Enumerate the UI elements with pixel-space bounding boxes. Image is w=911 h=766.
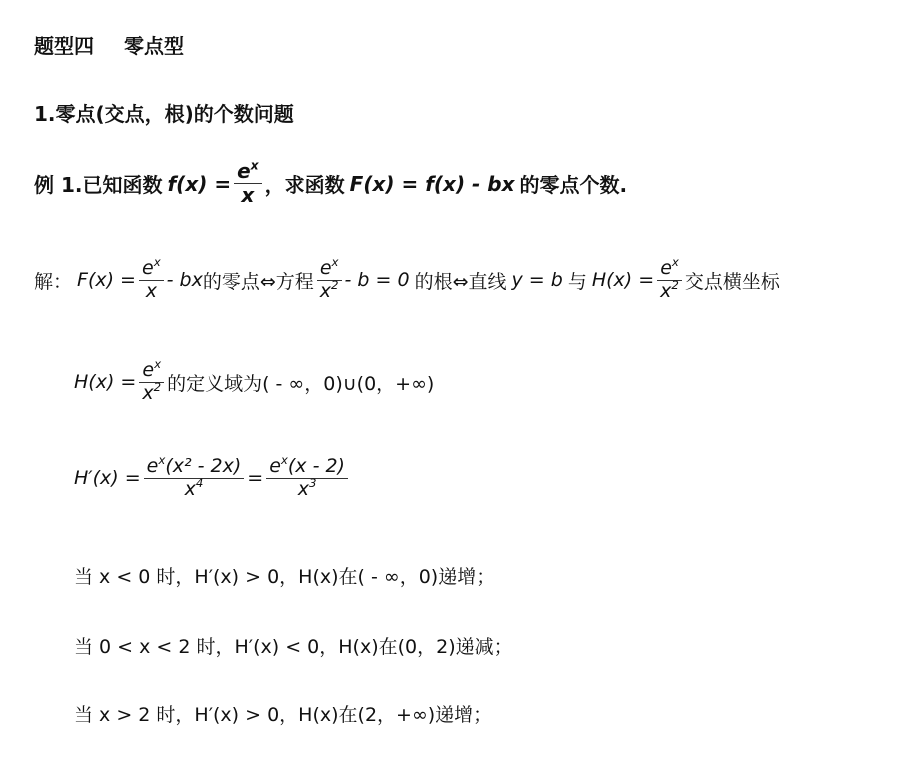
solution-after2: - b = 0	[344, 269, 410, 292]
example-lead: 例 1.已知函数	[34, 173, 163, 197]
solution-label: 解：	[34, 270, 73, 293]
f-fraction	[234, 157, 262, 207]
case-zero-to-two: 当 0 < x < 2 时，H′(x) < 0，H(x)在(0，2)递减；	[74, 636, 513, 658]
derivative-frac1: $\frac{e^x(x^2 - 2x)}{x^4}$	[144, 456, 245, 501]
solution-F-lhs: F(x) =	[77, 269, 136, 292]
solution-H-lhs: H(x) =	[591, 269, 655, 292]
derivative-frac2: $\frac{e^x(x - 2)}{x^3}$	[266, 456, 348, 501]
example-tail: 的零点个数.	[519, 173, 628, 197]
domain-H-lhs: H(x) =	[74, 371, 137, 394]
f-num-base: e	[237, 159, 251, 183]
case-negative: 当 x < 0 时，H′(x) > 0，H(x)在( - ∞，0)递增；	[74, 566, 496, 588]
solution-text2: 的根⇔直线	[414, 270, 507, 293]
domain-text: 的定义域为( - ∞，0)∪(0，+∞)	[167, 372, 435, 395]
solution-frac2: $\frac{e^x}{x^2}$	[317, 258, 342, 303]
solution-text3: 与	[567, 270, 587, 293]
topic-label: 题型四	[34, 34, 94, 58]
derivative-line	[74, 452, 351, 501]
topic-name: 零点型	[124, 34, 184, 58]
domain-line	[74, 356, 435, 405]
solution-text4: 交点横坐标	[684, 270, 780, 293]
topic-heading	[34, 30, 184, 59]
derivative-lhs: H′(x) =	[74, 467, 141, 490]
solution-text1: 的零点⇔方程	[202, 270, 314, 293]
derivative-eq: =	[247, 467, 264, 490]
solution-after1: - bx	[166, 269, 203, 292]
domain-frac: $\frac{e^x}{x^2}$	[139, 360, 164, 405]
section-title: 1.零点(交点，根)的个数问题	[34, 102, 294, 126]
f-lhs: f(x) =	[167, 171, 232, 196]
solution-frac3: $\frac{e^x}{x^2}$	[657, 258, 682, 303]
f-den: x	[241, 183, 255, 207]
example-problem	[34, 157, 628, 207]
f-num-sup: x	[250, 157, 259, 173]
solution-line-expr: y = b	[511, 269, 563, 292]
F-expression: F(x) = f(x) - bx	[349, 171, 515, 196]
example-middle: ，求函数	[264, 173, 345, 197]
case-greater-two: 当 x > 2 时，H′(x) > 0，H(x)在(2，+∞)递增；	[74, 704, 493, 726]
solution-frac1: $\frac{e^x}{x}$	[139, 258, 164, 303]
solution-line	[34, 254, 780, 303]
